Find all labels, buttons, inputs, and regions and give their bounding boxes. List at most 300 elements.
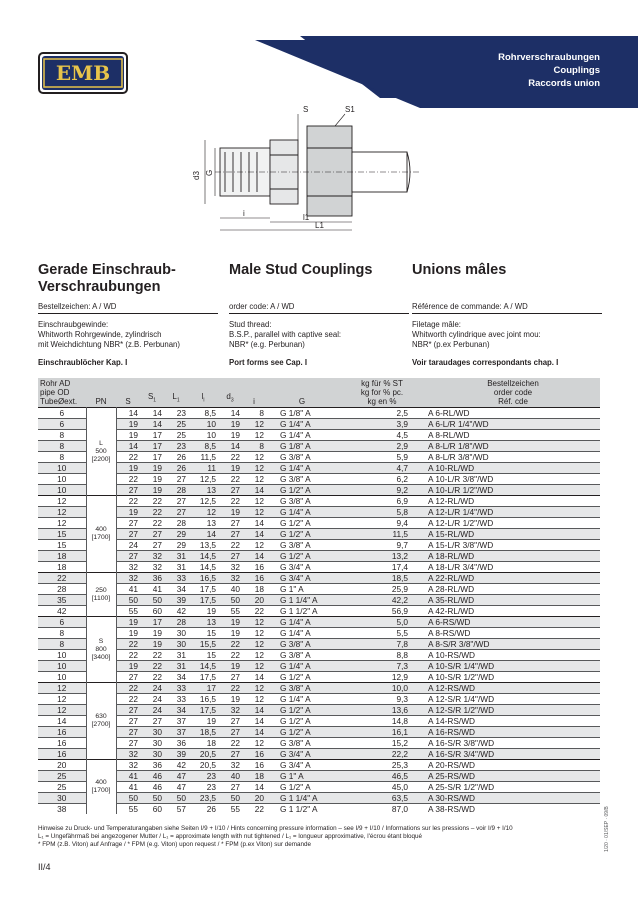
- cell-weight: 11,5: [392, 529, 408, 539]
- cell-od: 6: [59, 419, 65, 429]
- cell-s: 32: [128, 760, 138, 770]
- table-row: [38, 782, 600, 793]
- table-row: [38, 727, 600, 738]
- cell-L1: 25: [176, 419, 186, 429]
- cell-i: 20: [254, 595, 264, 605]
- cell-L1: 42: [176, 760, 186, 770]
- cell-s: 27: [128, 727, 138, 737]
- cell-d3: 50: [230, 793, 240, 803]
- cell-l1: 12,5: [199, 496, 216, 506]
- label-l1: l1: [303, 213, 310, 222]
- fitting-drawing: [192, 100, 435, 240]
- cell-code: A 15-L/R 3/8"/WD: [428, 540, 494, 550]
- table-row: [38, 584, 600, 595]
- cell-od: 18: [57, 562, 67, 572]
- cell-pn: [86, 573, 116, 617]
- cell-i: 14: [254, 727, 264, 737]
- cell-code: A 12-S/R 1/4"/WD: [428, 694, 495, 704]
- cell-od: 16: [57, 727, 67, 737]
- cell-od: 25: [57, 782, 67, 792]
- cell-od: 6: [59, 408, 65, 418]
- cell-code: A 16-S/R 3/4"/WD: [428, 749, 495, 759]
- table-row: [38, 694, 600, 705]
- th-l1: $l_l$: [188, 378, 218, 408]
- cell-L1: 28: [176, 518, 186, 528]
- cell-g: G 1/4" A: [280, 463, 311, 473]
- cell-l1: 15: [206, 628, 216, 638]
- cell-s1: 22: [152, 507, 162, 517]
- cell-code: A 6-RL/WD: [428, 408, 470, 418]
- cell-s1: 17: [152, 452, 162, 462]
- cell-L1: 23: [176, 441, 186, 451]
- cell-d3: 27: [230, 782, 240, 792]
- cell-d3: 40: [230, 584, 240, 594]
- cell-l1: 12,5: [199, 474, 216, 484]
- cell-od: 10: [57, 661, 67, 671]
- cell-weight: 7,3: [396, 661, 408, 671]
- cell-d3: 19: [230, 694, 240, 704]
- cell-L1: 28: [176, 617, 186, 627]
- cell-weight: 8,8: [396, 650, 408, 660]
- category-block: [498, 51, 600, 90]
- cell-od: 8: [59, 452, 65, 462]
- cell-s: 27: [128, 705, 138, 715]
- cell-od: 30: [57, 793, 67, 803]
- cell-l1: 18: [206, 738, 216, 748]
- cell-d3: 19: [230, 617, 240, 627]
- cell-L1: 37: [176, 727, 186, 737]
- cell-weight: 46,5: [391, 771, 408, 781]
- cell-L1: 42: [176, 606, 186, 616]
- table-row: [38, 419, 600, 430]
- cell-s1: 14: [152, 408, 162, 418]
- cell-L1: 47: [176, 771, 186, 781]
- cell-od: 12: [57, 694, 67, 704]
- cell-code: A 8-S/R 3/8"/WD: [428, 639, 490, 649]
- cell-weight: 9,4: [396, 518, 408, 528]
- cell-l1: 18,5: [199, 727, 216, 737]
- cell-code: A 38-RS/WD: [428, 804, 476, 815]
- cell-od: 38: [57, 804, 67, 815]
- label-s1: S1: [345, 105, 355, 114]
- cell-d3: 19: [230, 419, 240, 429]
- pn-line: 250: [95, 586, 107, 594]
- cell-l1: 14: [206, 529, 216, 539]
- cell-code: A 10-L/R 1/2"/WD: [428, 485, 494, 495]
- cell-d3: 50: [230, 595, 240, 605]
- cell-s: 32: [128, 562, 138, 572]
- cell-weight: 9,3: [396, 694, 408, 704]
- cell-od: 18: [57, 551, 67, 561]
- cell-L1: 27: [176, 496, 186, 506]
- cell-s1: 27: [152, 529, 162, 539]
- cell-d3: 22: [230, 540, 240, 550]
- table-row: [38, 474, 600, 485]
- cell-L1: 33: [176, 683, 186, 693]
- cell-g: G 1/2" A: [280, 716, 311, 726]
- cell-i: 12: [254, 463, 264, 473]
- category-de: Rohrverschraubungen: [498, 52, 600, 63]
- order-en: order code: A / WD: [229, 302, 409, 314]
- cell-s: 41: [128, 771, 138, 781]
- cell-L1: 39: [176, 595, 186, 605]
- cell-s1: 36: [152, 760, 162, 770]
- cell-weight: 5,9: [396, 452, 408, 462]
- cell-g: G 1/2" A: [280, 485, 311, 495]
- th-weight: kg für % ST kg for % pc. kg en %: [338, 378, 426, 408]
- cell-s1: 50: [152, 793, 162, 803]
- dimension-table: [38, 378, 600, 814]
- table-row: [38, 452, 600, 463]
- cell-code: A 8-RS/WD: [428, 628, 471, 638]
- pn-line: 800: [95, 645, 107, 653]
- cell-g: G 3/8" A: [280, 738, 311, 748]
- cell-code: A 8-L/R 3/8"/WD: [428, 452, 489, 462]
- cell-code: A 22-RL/WD: [428, 573, 475, 583]
- cell-s: 22: [128, 452, 138, 462]
- cell-s: 27: [128, 716, 138, 726]
- table-row: [38, 749, 600, 760]
- table-row: [38, 518, 600, 529]
- table-row: [38, 496, 600, 507]
- cell-d3: 27: [230, 551, 240, 561]
- cell-od: 22: [57, 573, 67, 583]
- cell-d3: 55: [230, 606, 240, 616]
- cell-d3: 32: [230, 562, 240, 572]
- cell-l1: 23: [206, 782, 216, 792]
- cell-weight: 9,7: [396, 540, 408, 550]
- cell-s1: 17: [152, 617, 162, 627]
- title-de: Gerade Einschraub-Verschraubungen: [38, 262, 176, 295]
- cell-d3: 22: [230, 452, 240, 462]
- cell-L1: 50: [176, 793, 186, 803]
- cell-i: 18: [254, 771, 264, 781]
- cell-code: A 15-RL/WD: [428, 529, 475, 539]
- th-d3: $d_3$: [218, 378, 242, 408]
- cell-g: G 1/2" A: [280, 518, 311, 528]
- cell-weight: 10,0: [391, 683, 408, 693]
- cell-l1: 20,5: [199, 749, 216, 759]
- cell-L1: 57: [176, 804, 186, 815]
- cell-code: A 12-L/R 1/4"/WD: [428, 507, 494, 517]
- cell-l1: 10: [206, 430, 216, 440]
- cell-weight: 5,5: [396, 628, 408, 638]
- cell-i: 8: [259, 441, 264, 451]
- cell-s1: 30: [152, 749, 162, 759]
- cell-s1: 19: [152, 628, 162, 638]
- cell-s1: 36: [152, 573, 162, 583]
- cell-od: 6: [59, 617, 65, 627]
- table-row: [38, 529, 600, 540]
- emb-logo: [38, 52, 128, 94]
- cell-d3: 19: [230, 463, 240, 473]
- cell-g: G 1/2" A: [280, 529, 311, 539]
- thread-de-3: mit Weichdichtung NBR* (z.B. Perbunan): [38, 340, 180, 349]
- cell-i: 12: [254, 430, 264, 440]
- cell-weight: 87,0: [391, 804, 408, 815]
- cell-weight: 2,9: [396, 441, 408, 451]
- category-en: Couplings: [553, 65, 600, 76]
- cell-s: 19: [128, 661, 138, 671]
- cell-L1: 29: [176, 540, 186, 550]
- cell-i: 18: [254, 584, 264, 594]
- table-row: [38, 408, 600, 419]
- cell-i: 12: [254, 694, 264, 704]
- cell-pn: [86, 496, 116, 573]
- cell-l1: 14,5: [199, 551, 216, 561]
- cell-od: 10: [57, 463, 67, 473]
- cell-g: G 3/8" A: [280, 474, 311, 484]
- table-row: [38, 540, 600, 551]
- cell-l1: 19: [206, 716, 216, 726]
- cell-od: 10: [57, 672, 67, 682]
- cell-code: A 12-RS/WD: [428, 683, 476, 693]
- cell-g: G 1/2" A: [280, 551, 311, 561]
- cell-l1: 14,5: [199, 562, 216, 572]
- cell-weight: 14,8: [391, 716, 408, 726]
- cell-pn: [86, 617, 116, 683]
- cell-code: A 6-RS/WD: [428, 617, 471, 627]
- cell-s1: 14: [152, 419, 162, 429]
- cell-s1: 17: [152, 441, 162, 451]
- cell-g: G 1/2" A: [280, 672, 311, 682]
- cell-s: 19: [128, 430, 138, 440]
- cell-i: 12: [254, 617, 264, 627]
- column-en: [229, 262, 409, 368]
- cell-od: 10: [57, 650, 67, 660]
- cell-code: A 12-L/R 1/2"/WD: [428, 518, 494, 528]
- cell-g: G 1/4" A: [280, 430, 311, 440]
- footnotes: [38, 825, 598, 850]
- cell-L1: 27: [176, 474, 186, 484]
- pn-line: [3400]: [91, 653, 111, 661]
- cell-weight: 13,2: [391, 551, 408, 561]
- cell-g: G 3/8" A: [280, 496, 311, 506]
- cell-s1: 41: [152, 584, 162, 594]
- cell-s1: 19: [152, 474, 162, 484]
- table-row: [38, 760, 600, 771]
- cell-i: 12: [254, 683, 264, 693]
- cell-d3: 32: [230, 760, 240, 770]
- cell-L1: 31: [176, 562, 186, 572]
- cell-g: G 1/8" A: [280, 408, 311, 418]
- cell-l1: 16,5: [199, 573, 216, 583]
- cell-s1: 60: [152, 804, 162, 815]
- cell-s: 55: [128, 804, 138, 815]
- cell-i: 12: [254, 661, 264, 671]
- thread-en-1: Stud thread:: [229, 320, 272, 329]
- cell-code: A 35-RL/WD: [428, 595, 475, 605]
- column-fr: [412, 262, 602, 368]
- cell-code: A 25-RS/WD: [428, 771, 476, 781]
- cell-s1: 27: [152, 716, 162, 726]
- cell-i: 22: [254, 804, 264, 815]
- cell-i: 12: [254, 452, 264, 462]
- cell-i: 20: [254, 793, 264, 803]
- cell-weight: 7,8: [396, 639, 408, 649]
- cell-i: 14: [254, 782, 264, 792]
- cell-L1: 29: [176, 529, 186, 539]
- cell-g: G 3/4" A: [280, 562, 311, 572]
- cell-d3: 27: [230, 749, 240, 759]
- table-row: [38, 716, 600, 727]
- cell-L1: 26: [176, 452, 186, 462]
- pn-line: [2200]: [91, 455, 111, 463]
- cell-i: 14: [254, 485, 264, 495]
- cell-s1: 22: [152, 496, 162, 506]
- cell-s1: 22: [152, 672, 162, 682]
- cell-od: 14: [57, 716, 67, 726]
- cell-g: G 3/8" A: [280, 683, 311, 693]
- cell-g: G 1/4" A: [280, 661, 311, 671]
- cell-l1: 13: [206, 518, 216, 528]
- cell-s1: 19: [152, 463, 162, 473]
- cell-g: G 1 1/2" A: [280, 606, 318, 616]
- cell-code: A 16-S/R 3/8"/WD: [428, 738, 495, 748]
- cell-d3: 22: [230, 474, 240, 484]
- cell-d3: 27: [230, 518, 240, 528]
- th-pn: PN: [86, 378, 116, 408]
- cell-od: 10: [57, 485, 67, 495]
- note-pressure: Hinweise zu Druck- und Temperaturangaben siehe Seiten I/9 + I/10 / Hints concerning pressure information – see I/9 + I/10 / Informations sur les pressions – voir I/9 + I/10: [38, 825, 513, 832]
- cell-L1: 33: [176, 694, 186, 704]
- thread-en-3: NBR* (e.g. Perbunan): [229, 340, 305, 349]
- cell-l1: 10: [206, 419, 216, 429]
- cell-weight: 13,6: [391, 705, 408, 715]
- cell-L1: 31: [176, 661, 186, 671]
- cell-l1: 17,5: [199, 672, 216, 682]
- table-row: [38, 485, 600, 496]
- cell-s1: 32: [152, 551, 162, 561]
- cell-i: 16: [254, 573, 264, 583]
- cell-weight: 4,7: [396, 463, 408, 473]
- cell-g: G 1" A: [280, 771, 304, 781]
- cell-s: 22: [128, 496, 138, 506]
- cell-weight: 16,1: [391, 727, 408, 737]
- cell-i: 14: [254, 705, 264, 715]
- cell-l1: 13: [206, 617, 216, 627]
- cell-od: 15: [57, 529, 67, 539]
- cell-od: 12: [57, 507, 67, 517]
- cell-g: G 1/8" A: [280, 441, 311, 451]
- cell-od: 35: [57, 595, 67, 605]
- title-en: Male Stud Couplings: [229, 262, 373, 278]
- cell-d3: 27: [230, 485, 240, 495]
- note-length: L₁ = Ungefährmaß bei angezogener Mutter / L₁ = approximate length with nut tightened / L₁ = longueur approximative, l'écrou étant bloqué: [38, 833, 423, 841]
- pn-line: 400: [95, 779, 107, 787]
- cell-g: G 1/4" A: [280, 617, 311, 627]
- cell-l1: 14,5: [199, 661, 216, 671]
- cell-i: 12: [254, 507, 264, 517]
- cell-code: A 25-S/R 1/2"/WD: [428, 782, 495, 792]
- cell-i: 12: [254, 474, 264, 484]
- cell-g: G 1" A: [280, 584, 304, 594]
- cell-L1: 34: [176, 672, 186, 682]
- cell-g: G 1/2" A: [280, 727, 311, 737]
- cell-s1: 19: [152, 639, 162, 649]
- cell-l1: 20,5: [199, 760, 216, 770]
- cell-l1: 8,5: [204, 408, 216, 418]
- cell-od: 42: [57, 606, 67, 616]
- cell-d3: 27: [230, 716, 240, 726]
- cell-d3: 32: [230, 705, 240, 715]
- pn-line: 630: [95, 713, 107, 720]
- label-L1: L1: [315, 221, 324, 230]
- cell-i: 12: [254, 639, 264, 649]
- table-row: [38, 672, 600, 683]
- cell-s: 41: [128, 782, 138, 792]
- th-L1: $L_1$: [164, 378, 188, 408]
- cell-weight: 17,4: [391, 562, 408, 572]
- cell-weight: 18,5: [391, 573, 408, 583]
- cell-d3: 19: [230, 628, 240, 638]
- th-i: i: [242, 378, 266, 408]
- cell-s1: 19: [152, 485, 162, 495]
- table-row: [38, 639, 600, 650]
- cell-s: 19: [128, 617, 138, 627]
- thread-fr-2: Whitworth cylindrique avec joint mou:: [412, 330, 541, 339]
- pn-line: [1100]: [91, 594, 111, 602]
- cell-s: 27: [128, 529, 138, 539]
- cell-d3: 22: [230, 738, 240, 748]
- cell-l1: 11,5: [200, 452, 216, 462]
- cell-s1: 46: [152, 771, 162, 781]
- cell-s1: 24: [152, 694, 162, 704]
- cell-s1: 24: [152, 683, 162, 693]
- table-row: [38, 617, 600, 628]
- pn-line: S: [98, 637, 104, 645]
- cell-i: 14: [254, 529, 264, 539]
- cell-i: 16: [254, 749, 264, 759]
- cell-weight: 15,2: [391, 738, 408, 748]
- cell-l1: 13: [206, 485, 216, 495]
- thread-fr-3: NBR* (p.ex Perbunan): [412, 340, 490, 349]
- cell-s: 19: [128, 628, 138, 638]
- cell-L1: 28: [176, 485, 186, 495]
- cell-d3: 40: [230, 771, 240, 781]
- pn-line: [1700]: [91, 534, 111, 541]
- cell-od: 16: [57, 738, 67, 748]
- cell-l1: 19: [206, 606, 216, 616]
- cell-od: 15: [57, 540, 67, 550]
- table-row: [38, 463, 600, 474]
- cell-g: G 1 1/2" A: [280, 804, 318, 815]
- table-row: [38, 628, 600, 639]
- cell-code: A 42-RL/WD: [428, 606, 475, 616]
- table-row: [38, 804, 600, 815]
- pn-line: [2700]: [91, 721, 111, 728]
- pn-line: 500: [95, 447, 107, 455]
- cell-weight: 12,9: [391, 672, 408, 682]
- cell-code: A 10-RS/WD: [428, 650, 476, 660]
- cell-weight: 22,2: [391, 749, 408, 759]
- cell-g: G 1/4" A: [280, 628, 311, 638]
- pn-line: [1700]: [91, 787, 111, 795]
- cell-s1: 32: [152, 562, 162, 572]
- cell-s1: 24: [152, 705, 162, 715]
- cell-weight: 45,0: [391, 782, 408, 792]
- cell-od: 8: [59, 639, 65, 649]
- cell-s1: 22: [152, 661, 162, 671]
- cell-s: 19: [128, 463, 138, 473]
- cell-g: G 3/4" A: [280, 760, 311, 770]
- cell-d3: 22: [230, 639, 240, 649]
- cell-od: 12: [57, 496, 67, 506]
- cell-od: 25: [57, 771, 67, 781]
- cell-i: 12: [254, 628, 264, 638]
- cell-L1: 36: [176, 738, 186, 748]
- cell-s1: 46: [152, 782, 162, 792]
